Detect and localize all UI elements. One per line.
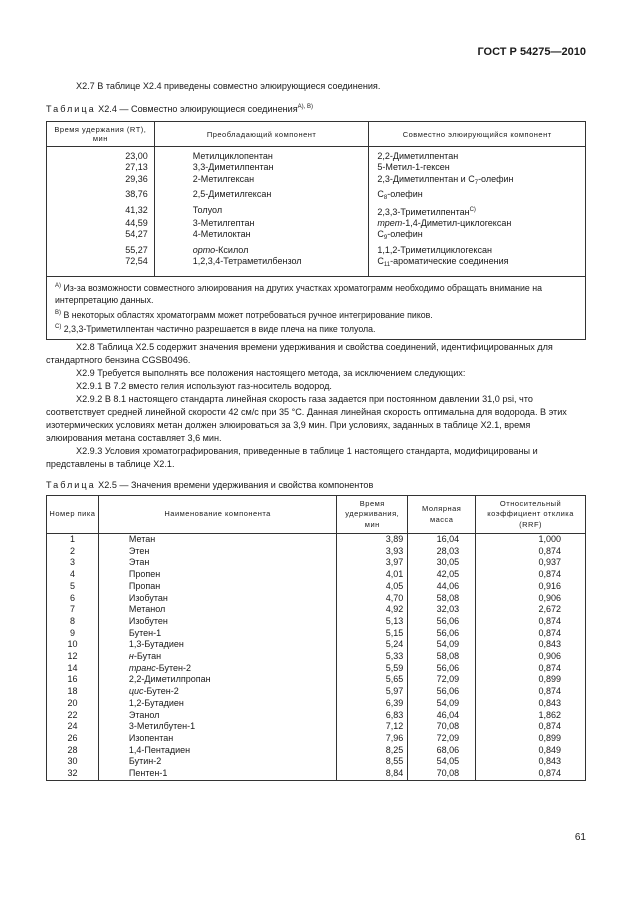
cell-peak-number: 26	[47, 733, 99, 745]
cell-coeluting-component: $С_8$-олефин	[369, 189, 586, 204]
table-row	[47, 569, 586, 581]
table-row	[47, 733, 586, 745]
cell-retention-time: 6,83	[337, 710, 408, 722]
cell-molar-mass: 70,08	[408, 721, 476, 733]
note-b: $^{B)}$ В некоторых областях хроматограмм может потребоваться ручное интегрирование пиков.	[55, 309, 433, 320]
table-row	[47, 162, 586, 173]
cell-retention-time: 8,55	[337, 756, 408, 768]
cell-retention-time: 55,27	[47, 245, 155, 256]
cell-molar-mass: 58,08	[408, 651, 476, 663]
table-row	[47, 256, 586, 276]
cell-rrf: 0,874	[476, 616, 586, 628]
cell-peak-number: 7	[47, 604, 99, 616]
col-header-main-component: Преобладающий компонент	[154, 122, 369, 147]
cell-main-component: 2,5-Диметилгексан	[154, 189, 369, 204]
cell-peak-number: 28	[47, 745, 99, 757]
cell-retention-time: 5,13	[337, 616, 408, 628]
cell-molar-mass: 72,09	[408, 733, 476, 745]
cell-molar-mass: 68,06	[408, 745, 476, 757]
cell-component-name: Изопентан	[98, 733, 336, 745]
cell-retention-time: 4,05	[337, 581, 408, 593]
cell-retention-time: 27,13	[47, 162, 155, 173]
cell-component-name: Этен	[98, 546, 336, 558]
table-x2-4	[46, 121, 586, 340]
cell-component-name: Пропан	[98, 581, 336, 593]
cell-rrf: 0,899	[476, 674, 586, 686]
table-notes	[47, 276, 586, 339]
table-row	[47, 189, 586, 204]
cell-rrf: 0,874	[476, 628, 586, 640]
col-header-molar-mass: Молярная масса	[408, 496, 476, 534]
cell-component-name: н-Бутан	[98, 651, 336, 663]
cell-rrf: 0,937	[476, 557, 586, 569]
cell-component-name: Пентен-1	[98, 768, 336, 780]
note-a: $^{A)}$ Из-за возможности совместного элюирования на других участках хроматограмм необходимо обращать внимание на интерпретацию данных.	[55, 282, 542, 306]
cell-molar-mass: 72,09	[408, 674, 476, 686]
table-row	[47, 674, 586, 686]
cell-coeluting-component: $С_9$-олефин	[369, 229, 586, 244]
table-row	[47, 628, 586, 640]
cell-molar-mass: 54,09	[408, 698, 476, 710]
table-row	[47, 639, 586, 651]
cell-rrf: 2,672	[476, 604, 586, 616]
col-header-coeluting-component: Совместно элюирующийся компонент	[369, 122, 586, 147]
cell-peak-number: 4	[47, 569, 99, 581]
table-row	[47, 174, 586, 189]
table-row	[47, 756, 586, 768]
cell-molar-mass: 56,06	[408, 686, 476, 698]
table-row	[47, 651, 586, 663]
paragraph-x2-7: Х2.7 В таблице Х2.4 приведены совместно элюирующиеся соединения.	[76, 81, 381, 91]
cell-peak-number: 24	[47, 721, 99, 733]
note-c: $^{C)}$ 2,3,3-Триметилпентан частично разрешается в виде плеча на пике толуола.	[55, 324, 376, 335]
cell-component-name: Изобутен	[98, 616, 336, 628]
cell-molar-mass: 54,05	[408, 756, 476, 768]
cell-molar-mass: 56,06	[408, 628, 476, 640]
cell-retention-time: 41,32	[47, 205, 155, 218]
cell-molar-mass: 56,06	[408, 663, 476, 675]
table-row	[47, 147, 586, 163]
cell-coeluting-component: 5-Метил-1-гексен	[369, 162, 586, 173]
cell-molar-mass: 16,04	[408, 534, 476, 546]
cell-main-component: Метилциклопентан	[154, 147, 369, 163]
cell-peak-number: 9	[47, 628, 99, 640]
cell-rrf: 1,862	[476, 710, 586, 722]
col-header-component-name: Наименование компонента	[98, 496, 336, 534]
col-header-rrf: Относительный коэффициент отклика (RRF)	[476, 496, 586, 534]
cell-retention-time: 5,33	[337, 651, 408, 663]
cell-retention-time: 5,24	[337, 639, 408, 651]
cell-peak-number: 12	[47, 651, 99, 663]
cell-retention-time: 3,93	[337, 546, 408, 558]
cell-component-name: 1,2-Бутадиен	[98, 698, 336, 710]
cell-retention-time: 72,54	[47, 256, 155, 276]
cell-retention-time: 4,01	[337, 569, 408, 581]
cell-component-name: 3-Метилбутен-1	[98, 721, 336, 733]
table-row	[47, 710, 586, 722]
paragraph-x2-8: Х2.8 Таблица Х2.5 содержит значения времени удерживания и свойства соединений, идентифицированных для стандартного бензина CGSB0496.	[46, 342, 553, 365]
cell-component-name: Изобутан	[98, 593, 336, 605]
cell-peak-number: 16	[47, 674, 99, 686]
cell-molar-mass: 70,08	[408, 768, 476, 780]
cell-coeluting-component: трет-1,4-Диметил-циклогексан	[369, 218, 586, 229]
cell-rrf: 0,906	[476, 593, 586, 605]
cell-main-component: 3-Метилгептан	[154, 218, 369, 229]
paragraph-x2-9-2: Х2.9.2 В 8.1 настоящего стандарта линейная скорость газа задается при постоянном давлении 31,0 psi, что соответствует средней линейной скорости 42 см/с при 35 °С. Данная линейная скорость оптимальна для водорода. В этих изотермических условиях метан должен элюироваться за 3,9 мин. При условиях, заданных в таблице Х2.1, время элюирования метана составляет 3,6 мин.	[46, 394, 567, 443]
col-header-rt: Время удержания (RT), мин	[47, 122, 155, 147]
table-row	[47, 546, 586, 558]
cell-rrf: 0,874	[476, 686, 586, 698]
table-row	[47, 229, 586, 244]
cell-component-name: Метанол	[98, 604, 336, 616]
table-row	[47, 745, 586, 757]
cell-rrf: 0,843	[476, 698, 586, 710]
cell-retention-time: 6,39	[337, 698, 408, 710]
cell-peak-number: 8	[47, 616, 99, 628]
cell-main-component: 4-Метилоктан	[154, 229, 369, 244]
table-x2-5	[46, 495, 586, 781]
cell-peak-number: 10	[47, 639, 99, 651]
cell-retention-time: 5,15	[337, 628, 408, 640]
cell-retention-time: 8,84	[337, 768, 408, 780]
cell-peak-number: 20	[47, 698, 99, 710]
table-row	[47, 721, 586, 733]
cell-retention-time: 3,89	[337, 534, 408, 546]
cell-retention-time: 4,70	[337, 593, 408, 605]
cell-molar-mass: 58,08	[408, 593, 476, 605]
cell-molar-mass: 46,04	[408, 710, 476, 722]
table-row	[47, 218, 586, 229]
cell-molar-mass: 32,03	[408, 604, 476, 616]
table-x2-4-caption: Таблица Х2.4 — Совместно элюирующиеся соединения$^{A), B)}$	[46, 104, 314, 114]
cell-peak-number: 2	[47, 546, 99, 558]
cell-rrf: 0,899	[476, 733, 586, 745]
cell-component-name: цис-Бутен-2	[98, 686, 336, 698]
table-row	[47, 534, 586, 546]
cell-peak-number: 5	[47, 581, 99, 593]
cell-rrf: 0,874	[476, 569, 586, 581]
cell-molar-mass: 30,05	[408, 557, 476, 569]
cell-component-name: Этан	[98, 557, 336, 569]
table-row	[47, 768, 586, 780]
table-row	[47, 663, 586, 675]
table-row	[47, 698, 586, 710]
cell-component-name: Этанол	[98, 710, 336, 722]
cell-peak-number: 3	[47, 557, 99, 569]
cell-retention-time: 8,25	[337, 745, 408, 757]
cell-coeluting-component: 2,2-Диметилпентан	[369, 147, 586, 163]
cell-molar-mass: 56,06	[408, 616, 476, 628]
cell-molar-mass: 44,06	[408, 581, 476, 593]
cell-retention-time: 3,97	[337, 557, 408, 569]
paragraph-x2-9: Х2.9 Требуется выполнять все положения настоящего метода, за исключением следующих:	[76, 368, 466, 378]
cell-rrf: 0,874	[476, 546, 586, 558]
cell-retention-time: 54,27	[47, 229, 155, 244]
cell-rrf: 0,874	[476, 663, 586, 675]
cell-rrf: 0,849	[476, 745, 586, 757]
cell-peak-number: 14	[47, 663, 99, 675]
cell-main-component: 3,3-Диметилпентан	[154, 162, 369, 173]
cell-retention-time: 38,76	[47, 189, 155, 204]
table-row	[47, 686, 586, 698]
cell-retention-time: 5,59	[337, 663, 408, 675]
cell-coeluting-component: $С_{11}$-ароматические соединения	[369, 256, 586, 276]
table-row	[47, 205, 586, 218]
paragraph-x2-9-3: Х2.9.3 Условия хроматографирования, приведенные в таблице 1 настоящего стандарта, модифицированы и представлены в таблице Х2.1.	[46, 446, 538, 469]
cell-retention-time: 7,12	[337, 721, 408, 733]
cell-peak-number: 22	[47, 710, 99, 722]
cell-main-component: орто-Ксилол	[154, 245, 369, 256]
cell-component-name: 1,4-Пентадиен	[98, 745, 336, 757]
cell-peak-number: 32	[47, 768, 99, 780]
cell-peak-number: 6	[47, 593, 99, 605]
col-header-peak-number: Номер пика	[47, 496, 99, 534]
table-row	[47, 245, 586, 256]
table-row	[47, 581, 586, 593]
cell-rrf: 0,874	[476, 721, 586, 733]
table-row	[47, 604, 586, 616]
cell-main-component: Толуол	[154, 205, 369, 218]
cell-rrf: 0,906	[476, 651, 586, 663]
table-row	[47, 616, 586, 628]
cell-retention-time: 23,00	[47, 147, 155, 163]
cell-retention-time: 29,36	[47, 174, 155, 189]
cell-component-name: Метан	[98, 534, 336, 546]
cell-component-name: Пропен	[98, 569, 336, 581]
cell-retention-time: 4,92	[337, 604, 408, 616]
cell-rrf: 1,000	[476, 534, 586, 546]
cell-component-name: 1,3-Бутадиен	[98, 639, 336, 651]
table-row	[47, 593, 586, 605]
cell-rrf: 0,843	[476, 639, 586, 651]
cell-retention-time: 7,96	[337, 733, 408, 745]
paragraph-x2-9-1: Х2.9.1 В 7.2 вместо гелия используют газ-носитель водород.	[76, 381, 332, 391]
cell-retention-time: 44,59	[47, 218, 155, 229]
cell-coeluting-component: 2,3,3-Триметилпентан$^{C)}$	[369, 205, 586, 218]
col-header-retention-time: Время удерживания, мин	[337, 496, 408, 534]
cell-retention-time: 5,97	[337, 686, 408, 698]
cell-rrf: 0,916	[476, 581, 586, 593]
cell-component-name: 2,2-Диметилпропан	[98, 674, 336, 686]
cell-main-component: 1,2,3,4-Тетраметилбензол	[154, 256, 369, 276]
cell-peak-number: 30	[47, 756, 99, 768]
table-row	[47, 557, 586, 569]
cell-peak-number: 1	[47, 534, 99, 546]
page-number: 61	[574, 832, 586, 843]
cell-molar-mass: 42,05	[408, 569, 476, 581]
cell-rrf: 0,843	[476, 756, 586, 768]
cell-main-component: 2-Метилгексан	[154, 174, 369, 189]
cell-component-name: Бутин-2	[98, 756, 336, 768]
table-x2-5-caption: Таблица Х2.5 — Значения времени удерживания и свойства компонентов	[46, 480, 374, 490]
cell-retention-time: 5,65	[337, 674, 408, 686]
cell-coeluting-component: 1,1,2-Триметилциклогексан	[369, 245, 586, 256]
cell-peak-number: 18	[47, 686, 99, 698]
cell-molar-mass: 28,03	[408, 546, 476, 558]
cell-component-name: Бутен-1	[98, 628, 336, 640]
cell-molar-mass: 54,09	[408, 639, 476, 651]
document-header: ГОСТ Р 54275—2010	[477, 46, 586, 58]
cell-component-name: транс-Бутен-2	[98, 663, 336, 675]
cell-rrf: 0,874	[476, 768, 586, 780]
cell-coeluting-component: 2,3-Диметилпентан и $С_7$-олефин	[369, 174, 586, 189]
